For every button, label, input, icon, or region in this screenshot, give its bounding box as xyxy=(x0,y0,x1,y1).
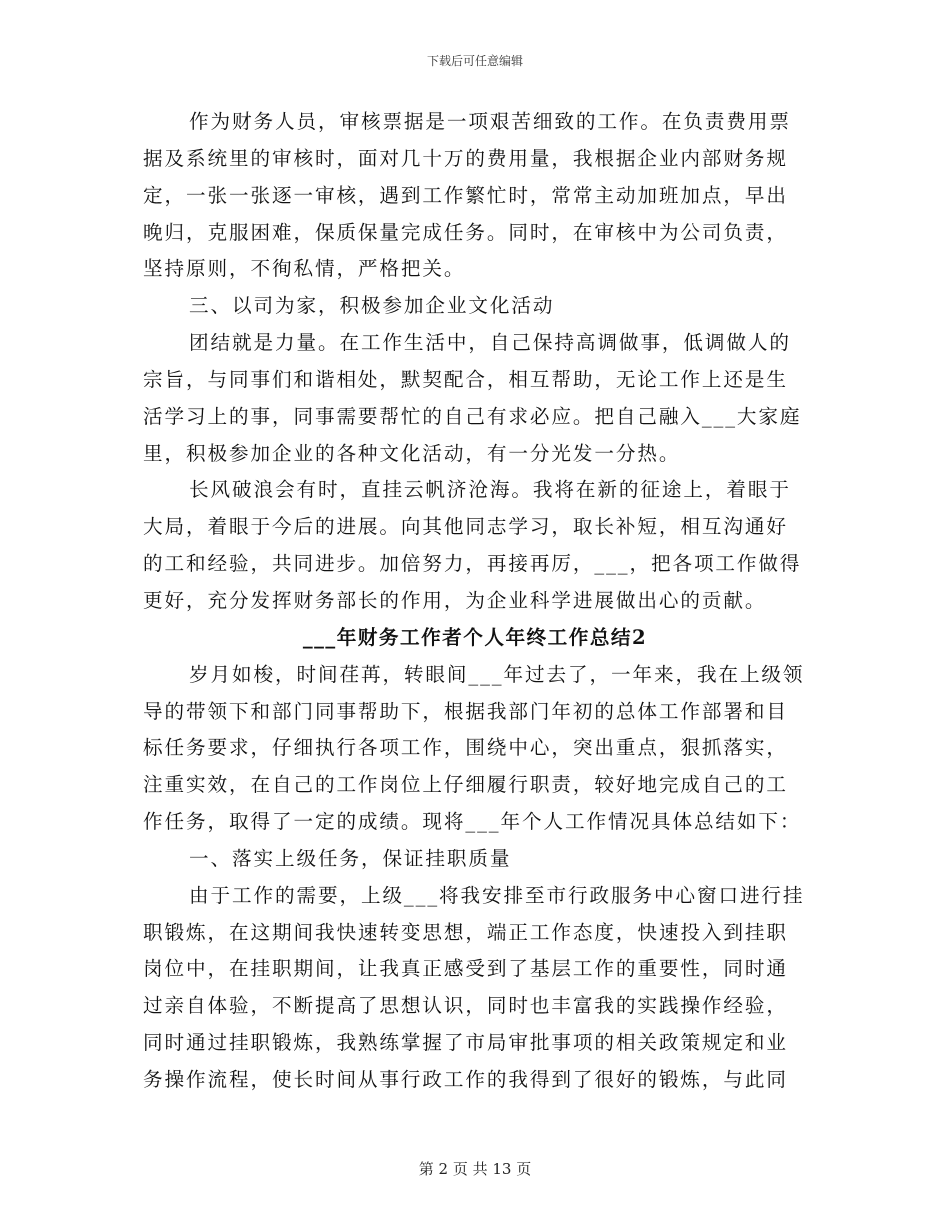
paragraph-line: 据及系统里的审核时，面对几十万的费用量，我根据企业内部财务规 xyxy=(143,146,788,170)
paragraph-line: 过亲自体验，不断提高了思想认识，同时也丰富我的实践操作经验， xyxy=(143,994,788,1018)
paragraph-line: 里，积极参加企业的各种文化活动，有一分光发一分热。 xyxy=(143,441,681,465)
paragraph-line: 职锻炼，在这期间我快速转变思想，端正工作态度，快速投入到挂职 xyxy=(143,920,788,944)
paragraph-line: 注重实效，在自己的工作岗位上仔细履行职责，较好地完成自己的工 xyxy=(143,773,788,797)
page-number: 第 2 页 共 13 页 xyxy=(418,1160,532,1178)
paragraph-line: 作为财务人员，审核票据是一项艰苦细致的工作。在负责费用票 xyxy=(189,110,791,133)
paragraph-line: 大局，着眼于今后的进展。向其他同志学习，取长补短，相互沟通好 xyxy=(143,515,788,539)
paragraph-line: 宗旨，与同事们和谐相处，默契配合，相互帮助，无论工作上还是生 xyxy=(143,367,788,391)
paragraph-line: 导的带领下和部门同事帮助下，根据我部门年初的总体工作部署和目 xyxy=(143,699,788,723)
paragraph-line: 岁月如梭，时间荏苒，转眼间___年过去了，一年来，我在上级领 xyxy=(189,662,805,686)
document-title: ___年财务工作者个人年终工作总结2 xyxy=(302,625,648,649)
paragraph-line: 标任务要求，仔细执行各项工作，围绕中心，突出重点，狠抓落实， xyxy=(143,736,788,760)
paragraph-line: 长风破浪会有时，直挂云帆济沧海。我将在新的征途上，着眼于 xyxy=(189,478,791,502)
paragraph-line: 岗位中，在挂职期间，让我真正感受到了基层工作的重要性，同时通 xyxy=(143,957,788,981)
paragraph-line: 定，一张一张逐一审核，遇到工作繁忙时，常常主动加班加点，早出 xyxy=(143,183,788,207)
paragraph-line: 活学习上的事，同事需要帮忙的自己有求必应。把自己融入___大家庭 xyxy=(143,404,802,428)
document-body xyxy=(143,104,807,1099)
paragraph-line: 作任务，取得了一定的成绩。现将___年个人工作情况具体总结如下： xyxy=(143,810,802,834)
section-heading: 三、以司为家，积极参加企业文化活动 xyxy=(189,294,555,318)
paragraph-line: 务操作流程，使长时间从事行政工作的我得到了很好的锻炼，与此同 xyxy=(143,1067,788,1091)
paragraph-line: 团结就是力量。在工作生活中，自己保持高调做事，低调做人的 xyxy=(189,331,791,355)
paragraph-line: 由于工作的需要，上级___将我安排至市行政服务中心窗口进行挂 xyxy=(189,883,805,907)
paragraph-line: 同时通过挂职锻炼，我熟练掌握了市局审批事项的相关政策规定和业 xyxy=(143,1031,788,1055)
paragraph-line: 的工和经验，共同进步。加倍努力，再接再厉，___，把各项工作做得 xyxy=(143,552,802,576)
paragraph-line: 更好，充分发挥财务部长的作用，为企业科学进展做出心的贡献。 xyxy=(143,588,767,612)
paragraph-line: 晚归，克服困难，保质保量完成任务。同时，在审核中为公司负责， xyxy=(143,220,788,244)
paragraph-line: 坚持原则，不徇私情，严格把关。 xyxy=(143,257,466,281)
section-heading: 一、落实上级任务，保证挂职质量 xyxy=(189,846,512,870)
page-header-note: 下载后可任意编辑 xyxy=(426,54,523,68)
